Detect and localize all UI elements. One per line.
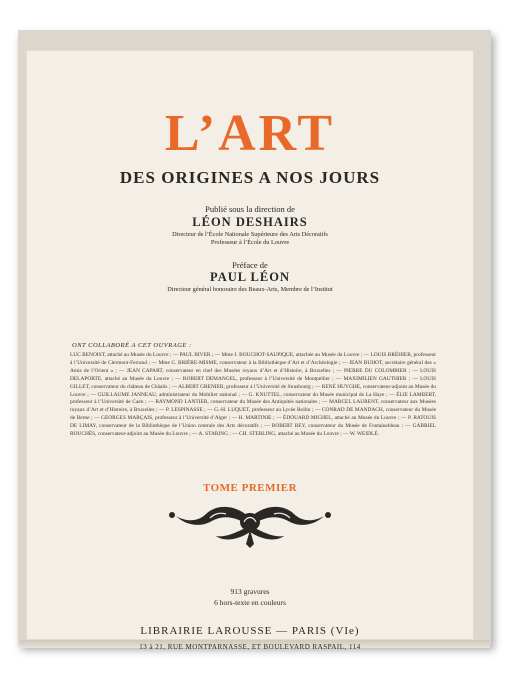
gravures-count: 913 gravures [230,587,270,596]
collaborators-list: LUC BENOIST, attaché au Musée du Louvre ; — PAUL BIVER ; — Mme J. BOUCHOT-SAUPIQUE, attachée au Musée du Louvre ; — LOUIS BRÉHIER, professeur à l’Université de Clermont-Ferrand ; — Mme C. BRIÈRE-MISME, conservateur à la Bibliothèque d’Art et d’Archéologie ; — JEAN BUHOT, secrétaire général des « Amis de l’Orient » ; — JEAN CAPART, conservateur en chef des Musées royaux d’Art et d’Histoire, à Bruxelles ; — PIERRE DU COLOMBIER ; — LOUIS DELAPORTE, attaché au Musée du Louvre ; — ROBERT DEMANGEL, professeur à l’Université de Montpellier ; — MAXIMILIEN GAUTHIER ; — LOUIS GILLET, conservateur du château de Châalis ; — ALBERT GRENIER, professeur à l’Université de Strasbourg ; — RENÉ HUYGHE, conservateur-adjoint au Musée du Louvre ; — GUILLAUME JANNEAU, administrateur du Mobilier national ; — G. KNUTTEL, conservateur du Musée municipal de La Haye ; — ÉLIE LAMBERT, professeur à l’Université de Caen ; — RAYMOND LANTIER, conservateur du Musée des Antiquités nationales ; — MARCEL LAURENT, conservateur aux Musées royaux d’Art et d’Histoire, à Bruxelles ; — P. LESPINASSE ; — G.-H. LUQUET, professeur au Lycée Rollin ; — CONRAD DE MANDACH, conservateur du Musée de Berne ; — GEORGES MARÇAIS, professeur à l’Université d’Alger ; — H. MARTINIE ; — ÉDOUARD MICHEL, attaché au Musée du Louvre ; — P. RATOUIS DE LIMAY, conservateur de la Bibliothèque de l’Union centrale des Arts décoratifs ; — ROBERT REY, conservateur du Musée de Fontainebleau ; — GABRIEL ROUCHÈS, conservateur-adjoint au Musée du Louvre ; — A. STARING ; — CH. STERLING, attaché au Musée du Louvre ; — W. WEIDLÉ. [70,352,436,438]
publisher-name: LIBRAIRIE LAROUSSE — PARIS (VIe) [140,625,360,637]
book-subtitle: DES ORIGINES A NOS JOURS [119,168,381,187]
preface-name: PAUL LÉON [210,270,290,284]
ornament-left-scroll [176,507,250,526]
collaborators-heading: ONT COLLABORÉ A CET OUVRAGE : [72,342,192,349]
preface-role: Directeur général honoraire des Beaux-Arts, Membre de l’Institut [167,286,333,293]
tome-label: TOME PREMIER [202,482,298,494]
ornament-center [240,513,260,531]
book-title: L’ART [164,105,336,162]
director-role-2: Professeur à l’École du Louvre [210,239,290,246]
title-page [26,50,474,651]
preface-label: Préface de [232,260,268,270]
ornament-right-scroll [250,507,324,526]
director-role-1: Directeur de l’École Nationale Supérieure des Arts Décoratifs [172,231,328,238]
hors-texte-count: 6 hors-texte en couleurs [214,598,286,607]
publisher-address: 13 à 21, RUE MONTPARNASSE, ET BOULEVARD RASPAIL, 114 [139,643,361,651]
published-under-label: Publié sous la direction de [205,204,295,214]
director-name: LÉON DESHAIRS [192,215,308,229]
ornament-vignette [166,500,334,550]
